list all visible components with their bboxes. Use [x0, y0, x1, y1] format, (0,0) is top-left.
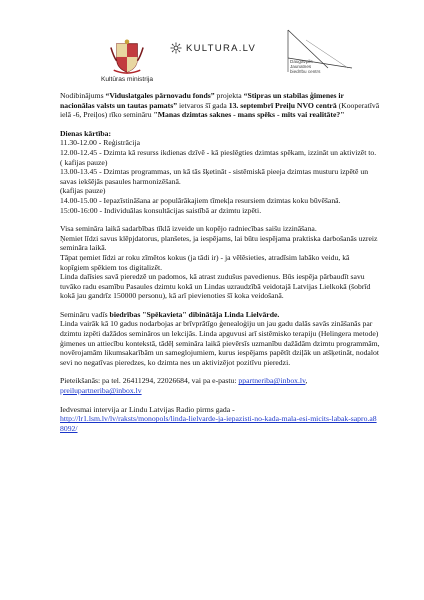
contact-separator: , [305, 376, 308, 386]
agenda-item: ( kafijas pauze) [60, 157, 108, 167]
intro-text-3: ietvaros šī gada [177, 100, 229, 110]
email-link-1[interactable]: ppartneriba@inbox.lv [238, 376, 306, 386]
info-paragraph: Tāpat ņemiet līdzi ar roku zīmētos kokus (ja tādi ir) - ja vēlēsieties, atradīsim labāko veidu, kā kopīgiem spēkiem tos digitalizēt. [60, 252, 350, 272]
seminar-lead-prefix: Semināru vadīs [60, 309, 110, 319]
contact-prefix: Pieteikšanās: pa tel. 26411294, 22026684, vai pa e-pastu: [60, 376, 239, 386]
agenda-title: Dienas kārtība: [60, 128, 112, 138]
nvo-logo-line2: biedrību centrs [290, 69, 321, 74]
coat-of-arms-icon [108, 38, 146, 74]
lead-bio: Linda vairāk kā 10 gadus nodarbojas ar brīvprātīgo ģenealoģiju un jau gadu dalās savās zināšanās par dzimtu izpēti dažādos semināros un lekcijās. Linda apguvusi arī sistēmisko terapiju (Helingera metode) ģimenes un attiecību kontekstā, tādēļ semināra laikā pievērsīs uzmanību dažādām dzimtu programmām, novērojamām likumsakarībām un sameglojumiem, kurus iespējams papētīt dziļāk un atšķetināt, nodalot sevi no negatīvas pieredzes, ko dzimta nes un aktivizējot pozitīvu pieredzi. [60, 319, 380, 367]
fund-name: “Viduslatgales pārnovadu fonds” [105, 91, 215, 100]
kultura-logo-text: KULTURA.LV [186, 42, 257, 54]
interview-text: Iedvesmai intervija ar Lindu Latvijas Radio pirms gada - [60, 404, 235, 414]
interview-link[interactable]: http://lr1.lsm.lv/lv/raksts/monopols/linda-lielvarde-ja-iepazisti-no-kada-mala-esi-micits-labak-sapro.a88092/ [60, 414, 377, 433]
contact-line [60, 376, 380, 395]
seminar-lead-name: biedrības "Spēkavieta" dibinātāja Linda Lielvārde. [109, 309, 280, 319]
nvo-logo-caption [290, 59, 330, 74]
agenda-item: 15:00-16:00 - Individuālas konsultācijas saistībā ar dzimtu izpēti. [60, 205, 262, 215]
intro-paragraph [60, 91, 380, 120]
event-date-place: 13. septembrī Preiļu NVO centrā [228, 100, 337, 110]
email-link-2[interactable]: preilupartneriba@inbox.lv [60, 386, 142, 396]
ministry-logo [90, 38, 164, 83]
info-paragraph: Linda dalīsies savā pieredzē un padomos, kā atrast zudušus pavedienus. Būs iespēja pārbaudīt savu tuvāko radu esamību Pasaules dzimtu kokā un Lindas uzraudzībā veidotajā Latvijas Lielkokā (šobrīd kokā jau gandrīz 150000 personu), kā arī pievienoties šī koka veidošanā. [60, 272, 371, 301]
intro-text-2: projekta [214, 91, 244, 100]
agenda-item: 12.00-12.45 - Dzimta kā resurss ikdienas dzīvē - kā pieslēgties dzimtas spēkam, izzināt un aktivizēt to. [60, 147, 377, 157]
sun-icon [170, 42, 182, 54]
agenda-item: 14.00-15.00 - Iepazīstināšana ar populārākajiem tīmekļa resursiem dzimtas koku būvēšanā. [60, 195, 341, 205]
document-body [60, 91, 380, 433]
info-paragraph: Ņemiet līdzi savus klēpjdatorus, planšetes, ja iespējams, lai būtu iespējama praktiska darbošanās uzreiz semināra laikā. [60, 233, 378, 253]
info-paragraph: Visa semināra laikā sadarbības tīklā izveide un kopējo radniecības saišu izzināšana. [60, 224, 317, 234]
ministry-name: Kultūras ministrija [100, 76, 154, 83]
agenda-item: 11.30-12.00 - Reģistrācija [60, 138, 140, 148]
intro-text-1: Nodibinājums [60, 91, 106, 100]
agenda-item: 13.00-13.45 - Dzimtas programmas, un kā tās šķetināt - sistēmiskā pieeja dzimtas musturu izpētē un savas iekšējās pasaules harmonizēšanā. [60, 167, 369, 186]
seminar-title: "Manas dzimtas saknes - mans spēks - mīts vai realitāte?" [153, 110, 345, 120]
seminar-lead [60, 310, 380, 320]
agenda-item: (kafijas pauze) [60, 186, 106, 196]
nvo-logo-line1: Daugavpils Jaunatnes [290, 59, 313, 69]
kultura-logo [170, 42, 256, 54]
intro-text-4: (Kooperatīvā ielā -6, Preiļos) rīko semināru [60, 100, 380, 120]
project-name: “Stipras un stabilas ģimenes ir nacionālas valsts un tautas pamats” [60, 91, 344, 110]
